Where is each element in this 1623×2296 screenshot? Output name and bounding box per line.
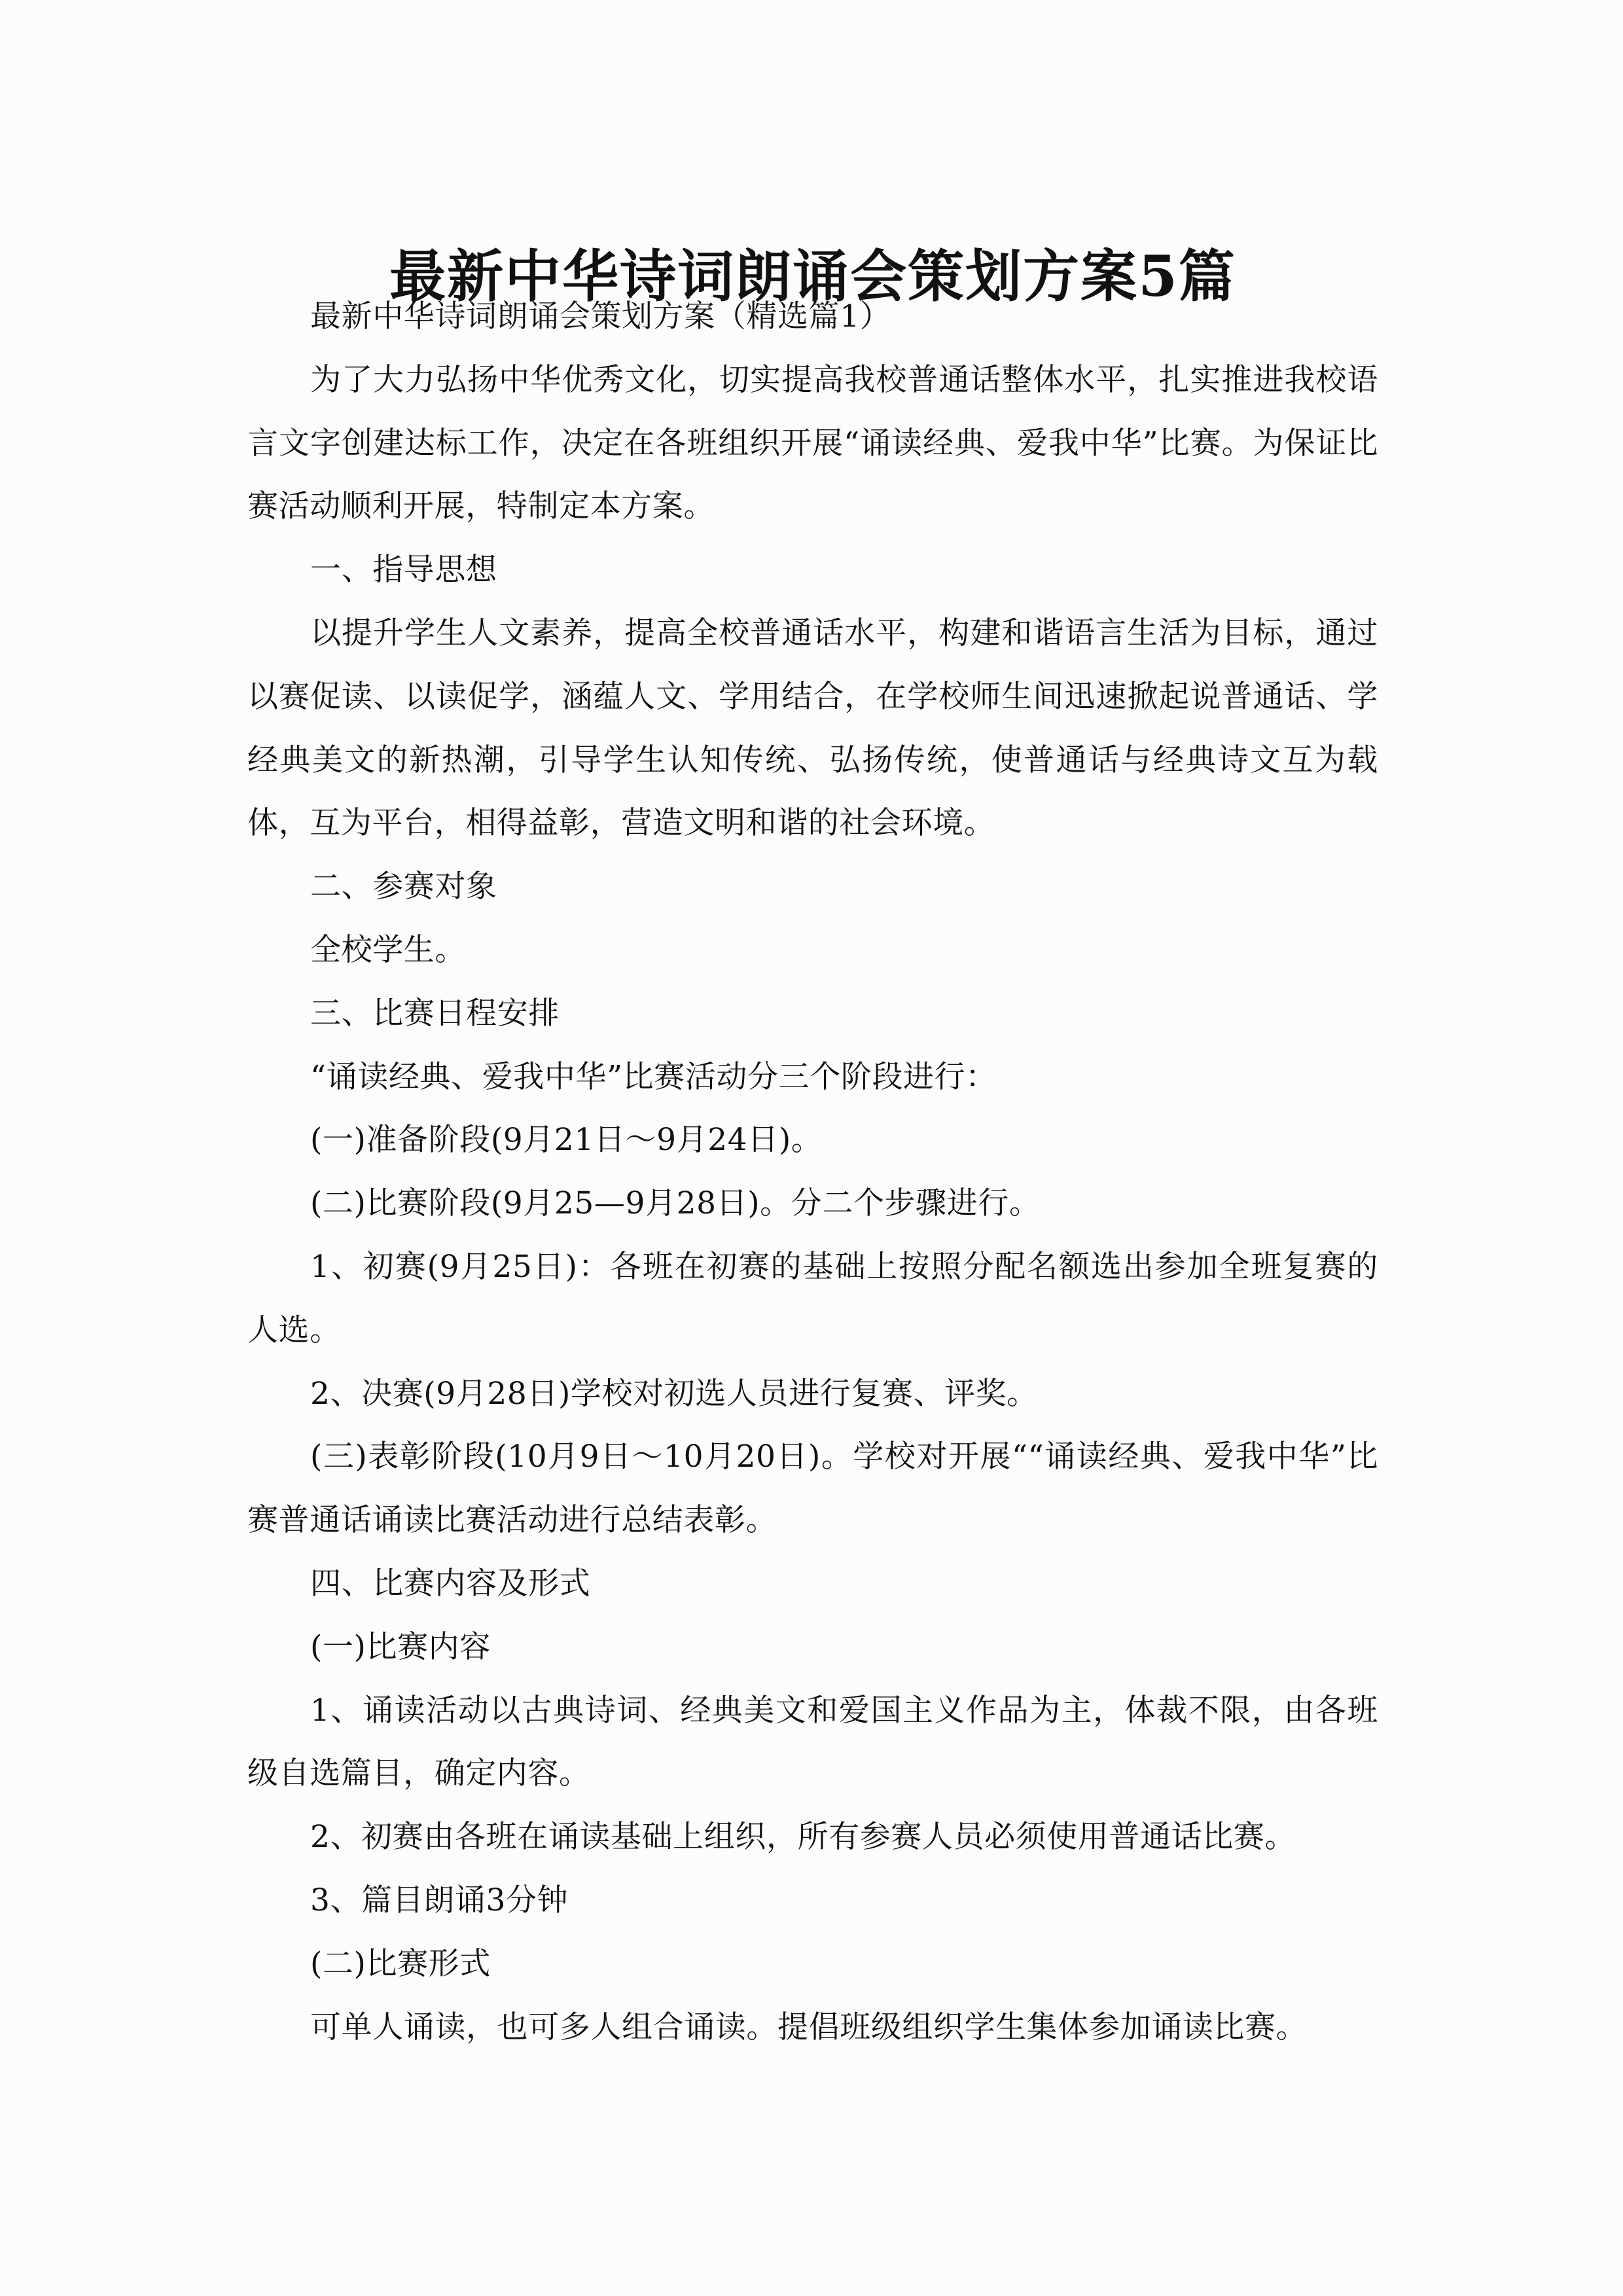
- content-item-2: 2、初赛由各班在诵读基础上组织，所有参赛人员必须使用普通话比赛。: [310, 1819, 1296, 1856]
- heading-participants: 二、参赛对象: [310, 869, 497, 905]
- intro-paragraph: 为了大力弘扬中华优秀文化，切实提高我校普通话整体水平，扎实推进我校语言文字创建达标工作，决定在各班组织开展“诵读经典、爱我中华”比赛。为保证比赛活动顺利开展，特制定本方案。: [247, 361, 1378, 525]
- content-item-1: 1、诵读活动以古典诗词、经典美文和爱国主义作品为主，体裁不限，由各班级自选篇目，确定内容。: [247, 1692, 1378, 1792]
- heading-content-format: 四、比赛内容及形式: [310, 1565, 591, 1602]
- document-body: [247, 285, 1378, 2059]
- document-title: 最新中华诗词朗诵会策划方案5篇: [389, 243, 1236, 310]
- heading-guiding-thought: 一、指导思想: [310, 552, 497, 588]
- schedule-stage-prep: (一)准备阶段(9月21日～9月24日)。: [310, 1122, 823, 1158]
- schedule-stage-competition: (二)比赛阶段(9月25—9月28日)。分二个步骤进行。: [310, 1185, 1041, 1222]
- heading-schedule: 三、比赛日程安排: [310, 995, 560, 1031]
- guiding-thought-paragraph: 以提升学生人文素养，提高全校普通话水平，构建和谐语言生活为目标，通过以赛促读、以读促学，涵蕴人文、学用结合，在学校师生间迅速掀起说普通话、学经典美文的新热潮，引导学生认知传统、弘扬传统，使普通话与经典诗文互为载体，互为平台，相得益彰，营造文明和谐的社会环境。: [247, 615, 1378, 842]
- schedule-final: 2、决赛(9月28日)学校对初选人员进行复赛、评奖。: [310, 1375, 1038, 1412]
- schedule-intro-paragraph: “诵读经典、爱我中华”比赛活动分三个阶段进行：: [310, 1058, 997, 1095]
- schedule-preliminary: 1、初赛(9月25日)：各班在初赛的基础上按照分配名额选出参加全班复赛的人选。: [247, 1248, 1378, 1348]
- heading-format: (二)比赛形式: [310, 1945, 491, 1982]
- schedule-stage-award: (三)表彰阶段(10月9日～10月20日)。学校对开展““诵读经典、爱我中华”比赛普通话诵读比赛活动进行总结表彰。: [247, 1439, 1378, 1539]
- participants-paragraph: 全校学生。: [310, 931, 466, 968]
- section-subtitle: 最新中华诗词朗诵会策划方案（精选篇1）: [310, 298, 891, 334]
- format-paragraph: 可单人诵读，也可多人组合诵读。提倡班级组织学生集体参加诵读比赛。: [310, 2009, 1308, 2045]
- heading-content: (一)比赛内容: [310, 1628, 491, 1665]
- content-item-3: 3、篇目朗诵3分钟: [310, 1882, 569, 1918]
